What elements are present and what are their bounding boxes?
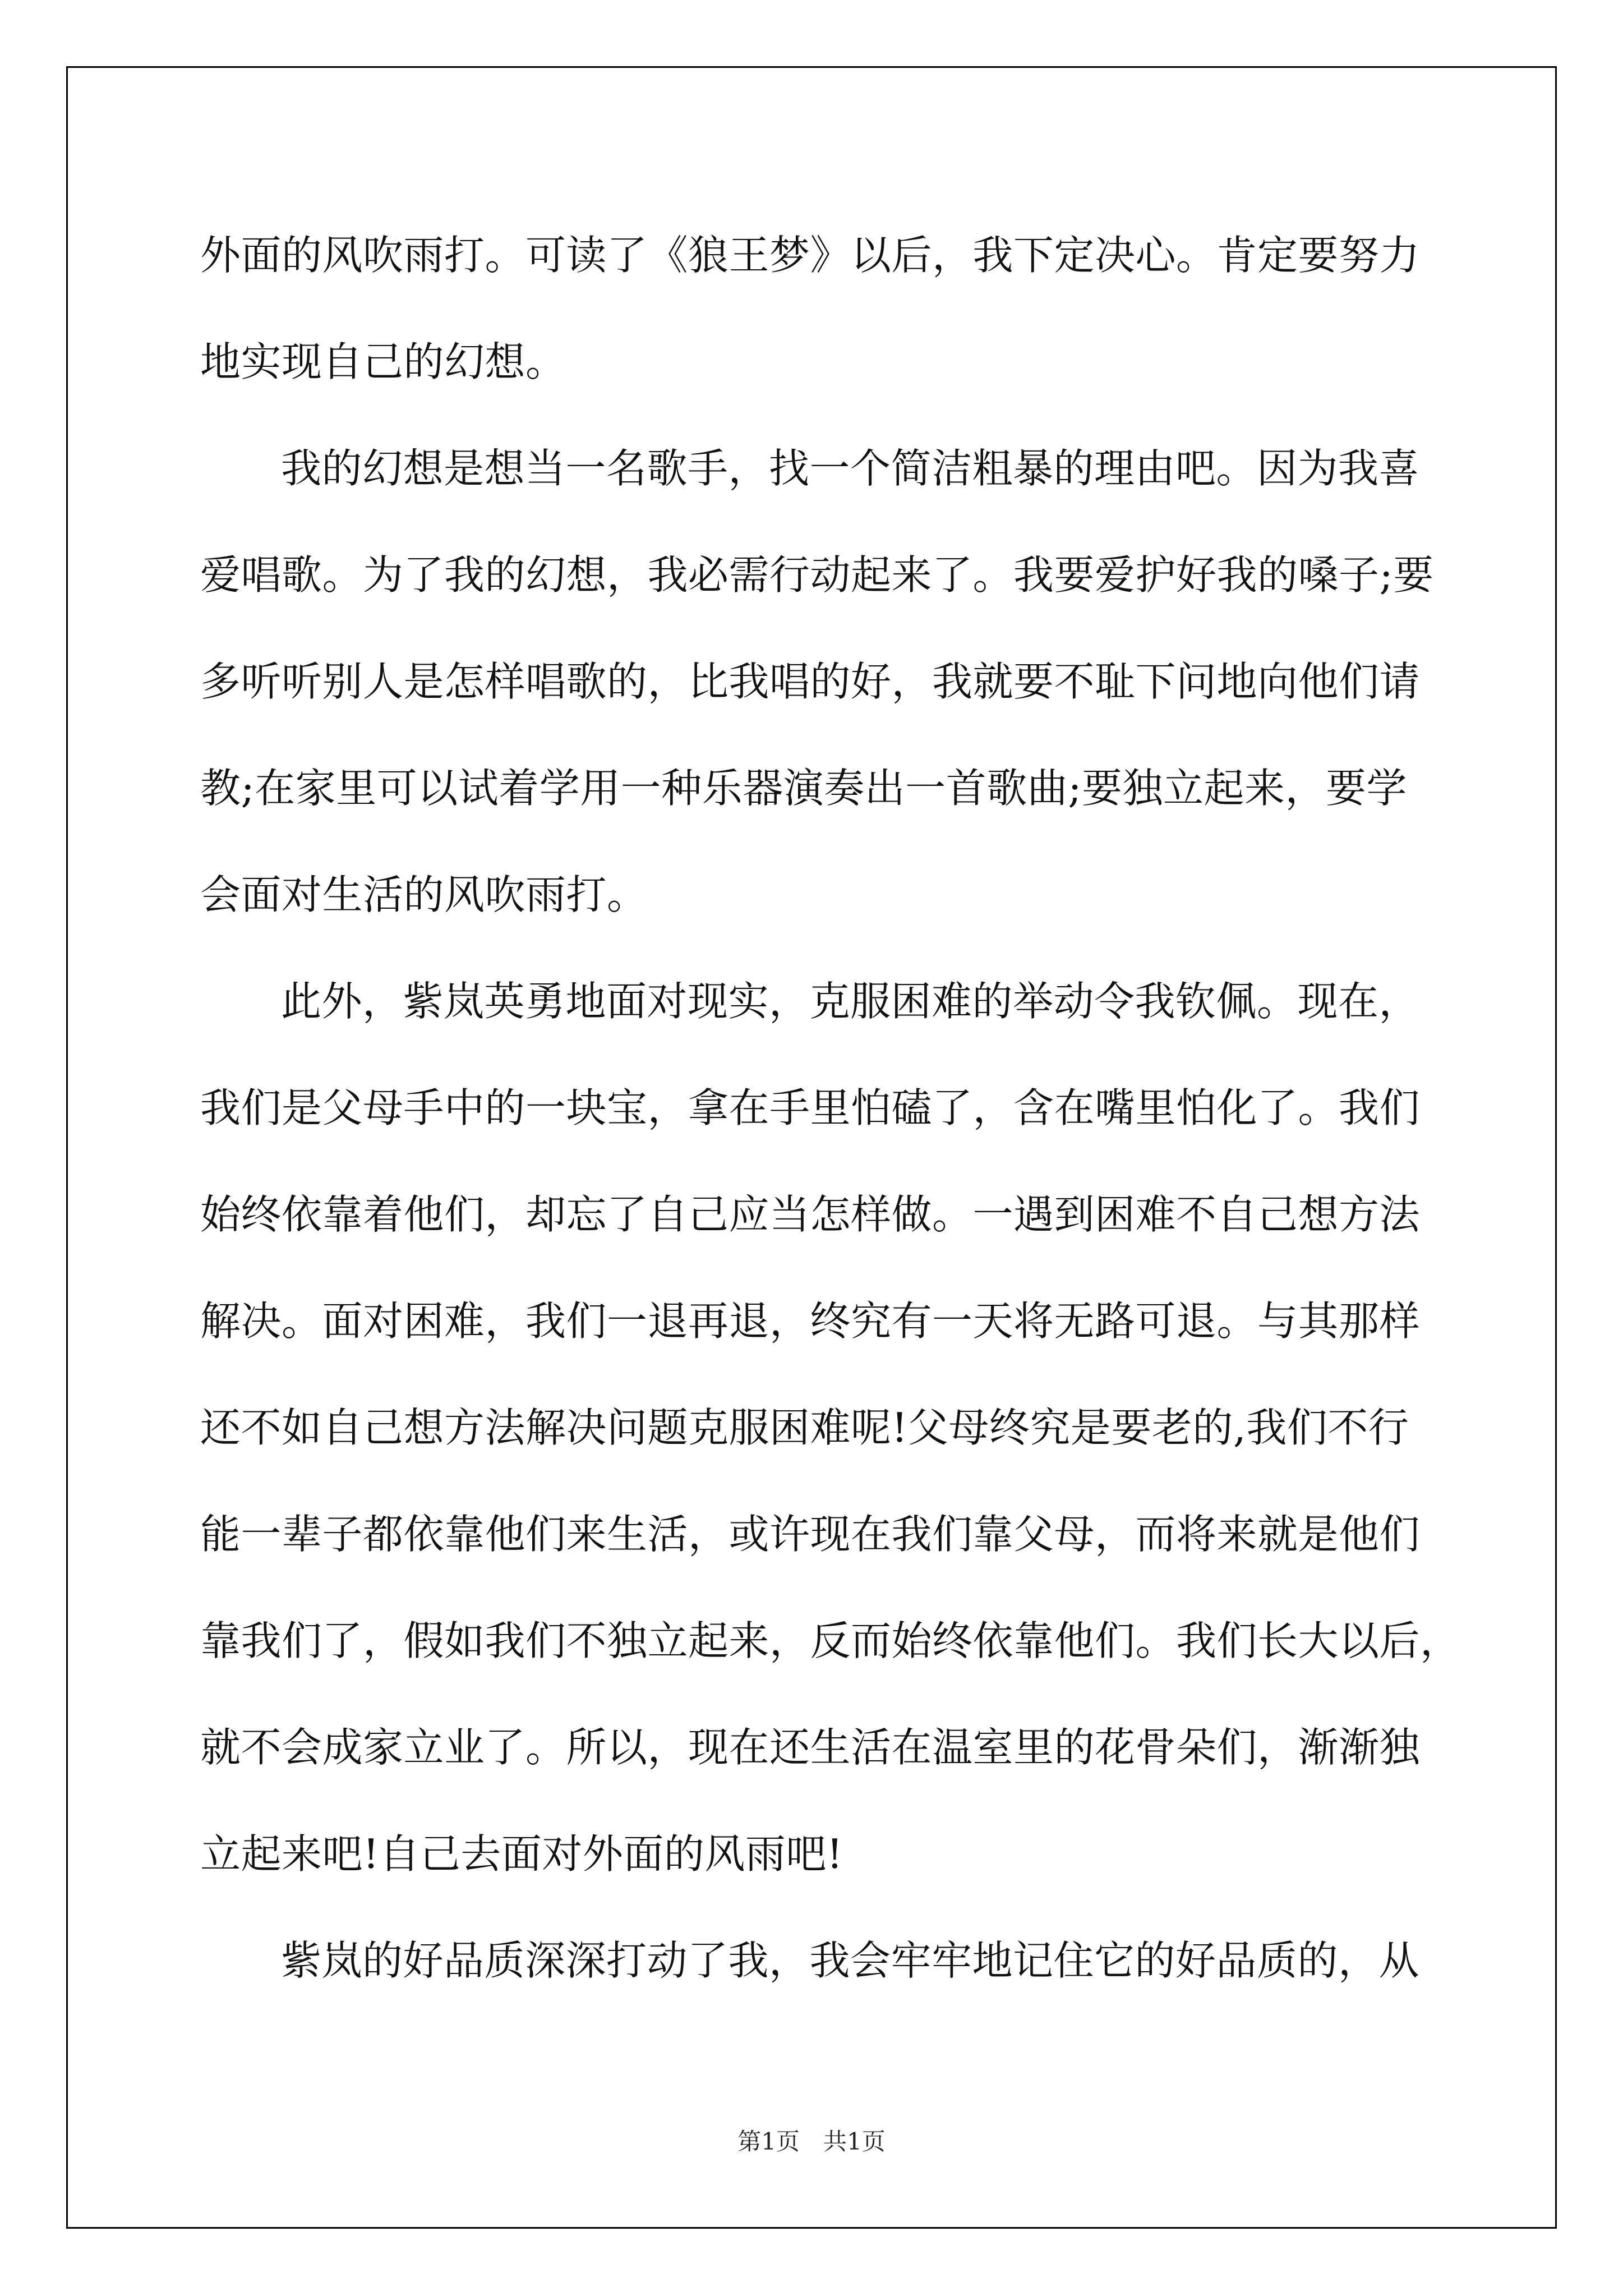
text-line: 会面对生活的风吹雨打。	[200, 871, 648, 918]
text-line: 靠我们了，假如我们不独立起来，反而始终依靠他们。我们长大以后，	[200, 1617, 1461, 1664]
paragraph-start-line: 紫岚的好品质深深打动了我，我会牢牢地记住它的好品质的，从	[281, 1937, 1420, 1984]
text-line: 还不如自己想方法解决问题克服困难呢!父母终究是要老的,我们不行	[200, 1404, 1409, 1451]
text-line: 始终依靠着他们，却忘了自己应当怎样做。一遇到困难不自己想方法	[200, 1191, 1421, 1238]
text-line: 立起来吧!自己去面对外面的风雨吧!	[200, 1830, 843, 1878]
document-body	[200, 202, 1461, 2014]
text-line: 解决。面对困难，我们一退再退，终究有一天将无路可退。与其那样	[200, 1297, 1421, 1345]
text-line: 多听听别人是怎样唱歌的，比我唱的好，我就要不耻下问地向他们请	[200, 658, 1421, 705]
text-line: 地实现自己的幻想。	[200, 338, 566, 385]
paragraph-start-line: 我的幻想是想当一名歌手，找一个简洁粗暴的理由吧。因为我喜	[281, 445, 1420, 492]
text-line: 教;在家里可以试着学用一种乐器演奏出一首歌曲;要独立起来，要学	[200, 765, 1408, 812]
text-line: 爱唱歌。为了我的幻想，我必需行动起来了。我要爱护好我的嗓子;要	[200, 551, 1434, 599]
page-number-footer: 第1页 共1页	[737, 2128, 886, 2155]
text-line: 能一辈子都依靠他们来生活，或许现在我们靠父母，而将来就是他们	[200, 1511, 1421, 1558]
paragraph-start-line: 此外，紫岚英勇地面对现实，克服困难的举动令我钦佩。现在，	[281, 978, 1420, 1025]
text-line: 外面的风吹雨打。可读了《狼王梦》以后，我下定决心。肯定要努力	[200, 232, 1421, 279]
text-line: 我们是父母手中的一块宝，拿在手里怕磕了，含在嘴里怕化了。我们	[200, 1084, 1421, 1131]
text-line: 就不会成家立业了。所以，现在还生活在温室里的花骨朵们，渐渐独	[200, 1724, 1421, 1771]
